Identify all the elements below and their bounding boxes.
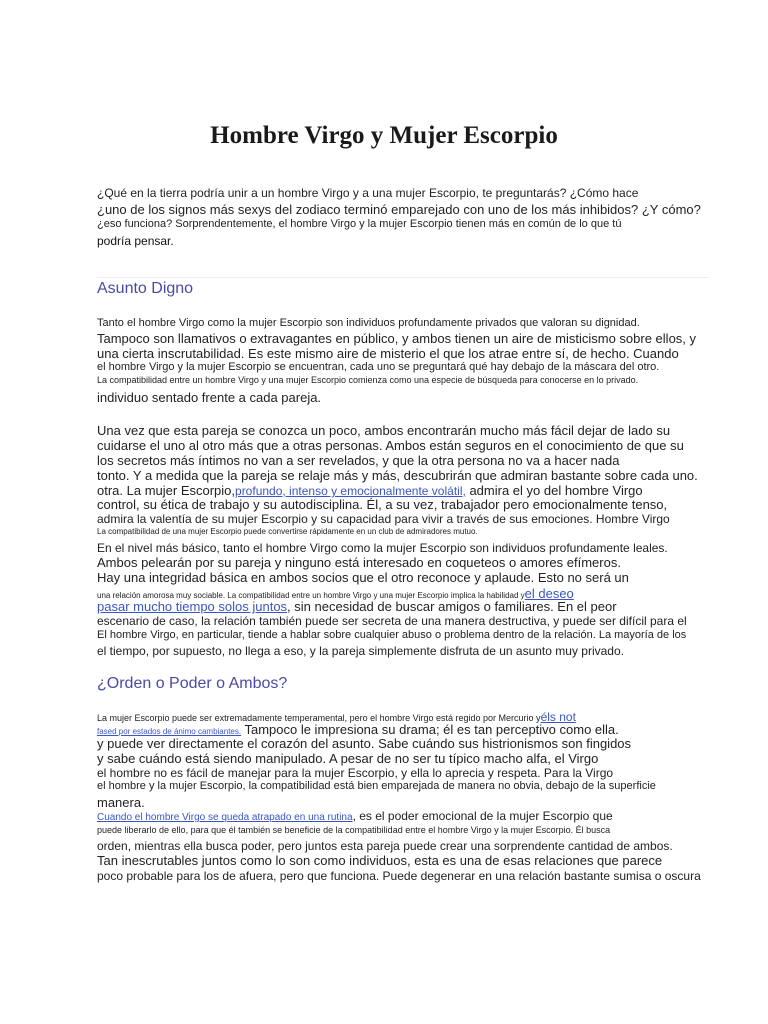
text-line: Tan inescrutables juntos como lo son como individuos, esta es una de esas relaciones que parece: [97, 853, 663, 868]
text-line: ¿eso funciona? Sorprendentemente, el hombre Virgo y la mujer Escorpio tienen más en común de lo que tú: [97, 218, 622, 230]
text-line: tonto. Y a medida que la pareja se relaje más y más, descubrirán que admiran bastante sobre cada uno.: [97, 468, 698, 483]
text-line: orden, mientras ella busca poder, pero juntos esta pareja puede crear una sorprendente cantidad de ambos.: [97, 839, 673, 853]
text-line: Tampoco son llamativos o extravagantes en público, y ambos tienen un aire de misticismo sobre ellos, y: [97, 331, 697, 346]
text-line: y sabe cuándo está siendo manipulado. A pesar de no ser tu típico macho alfa, el Virgo: [97, 751, 599, 766]
link-profundo-intenso[interactable]: profundo, intenso y emocionalmente volátil,: [235, 484, 466, 498]
text-line: ¿uno de los signos más sexys del zodiaco terminó emparejado con uno de los más inhibidos? ¿Y cómo?: [97, 202, 701, 217]
text-line: Hay una integridad básica en ambos socios que el otro reconoce y aplaude. Esto no será un: [97, 570, 629, 585]
text-line: el hombre y la mujer Escorpio, la compatibilidad está bien emparejada de manera no obvia, debajo de la superficie: [97, 780, 656, 792]
text-line: control, su ética de trabajo y su autodisciplina. Él, a su vez, trabajador pero emocionalmente tenso,: [97, 497, 668, 512]
text-line: los secretos más íntimos no van a ser revelados, y que la otra persona no va a hacer nada: [97, 453, 620, 468]
link-els-not[interactable]: éls not: [540, 710, 576, 724]
text-line: La compatibilidad entre un hombre Virgo y una mujer Escorpio comienza como una especie de búsqueda para conocerse en lo privado.: [97, 375, 639, 385]
text-line: admira la valentía de su mujer Escorpio y su capacidad para vivir a través de sus emociones. Hombre Virgo: [97, 512, 670, 526]
text-span: una relación amorosa muy sociable. La compatibilidad entre un hombre Virgo y una mujer Escorpio implica la habilidad y: [97, 591, 525, 600]
text-span: La mujer Escorpio puede ser extremadamente temperamental, pero el hombre Virgo está regido por Mercurio y: [97, 713, 541, 723]
text-span: admira el yo del hombre Virgo: [465, 483, 643, 498]
text-line: [97, 484, 643, 497]
text-span: otra. La mujer Escorpio,: [97, 483, 236, 498]
text-line: individuo sentado frente a cada pareja.: [97, 390, 322, 405]
link-atrapado-rutina[interactable]: Cuando el hombre Virgo se queda atrapado en una rutina: [97, 812, 353, 823]
text-line: el hombre no es fácil de manejar para la mujer Escorpio, y ella lo aprecia y respeta. Para la Virgo: [97, 766, 614, 780]
link-pasar-tiempo-juntos[interactable]: pasar mucho tiempo solos juntos: [97, 599, 288, 614]
text-line: Tanto el hombre Virgo como la mujer Escorpio son individuos profundamente privados que valoran su dignidad.: [97, 317, 640, 329]
link-estados-de-animo[interactable]: fased por estados de ánimo cambiantes.: [97, 727, 242, 736]
text-line: [97, 810, 613, 823]
text-line: Una vez que esta pareja se conozca un poco, ambos encontrarán mucho más fácil dejar de lado su: [97, 423, 671, 438]
text-line: cuidarse el uno al otro más que a otras personas. Ambos están seguros en el conocimiento de que su: [97, 438, 684, 453]
page-title: Hombre Virgo y Mujer Escorpio: [210, 122, 558, 149]
text-line: La compatibilidad de una mujer Escorpio puede convertirse rápidamente en un club de admiradores mutuo.: [97, 527, 478, 536]
text-line: [97, 600, 617, 613]
link-el-deseo[interactable]: el deseo: [524, 586, 574, 601]
text-line: ¿Qué en la tierra podría unir a un hombre Virgo y a una mujer Escorpio, te preguntarás? ¿Cómo hace: [97, 186, 639, 200]
divider: [97, 277, 709, 278]
text-span: Tampoco le impresiona su drama; él es tan perceptivo como ella.: [241, 722, 619, 737]
text-line: puede liberarlo de ello, para que él también se beneficie de la compatibilidad entre el hombre Virgo y la mujer Escorpio. Él busca: [97, 825, 611, 835]
section-heading-orden-poder: ¿Orden o Poder o Ambos?: [97, 675, 288, 692]
text-line: y puede ver directamente el corazón del asunto. Sabe cuándo sus histrionismos son fingidos: [97, 736, 632, 751]
text-line: una cierta inscrutabilidad. Es este mismo aire de misterio el que los atrae entre sí, de hecho. Cuando: [97, 346, 679, 361]
text-line: En el nivel más básico, tanto el hombre Virgo como la mujer Escorpio son individuos profundamente leales.: [97, 541, 668, 555]
text-line: escenario de caso, la relación también puede ser secreta de una manera destructiva, y puede ser difícil para el: [97, 614, 687, 628]
text-line: [97, 723, 619, 736]
text-line: manera.: [97, 795, 145, 810]
text-span: , sin necesidad de buscar amigos o familiares. En el peor: [287, 599, 617, 614]
text-line: el hombre Virgo y la mujer Escorpio se encuentran, cada uno se preguntará qué hay debajo de la máscara del otro.: [97, 361, 660, 373]
text-line: el tiempo, por supuesto, no llega a eso, y la pareja simplemente disfruta de un asunto muy privado.: [97, 644, 624, 658]
text-line: podría pensar.: [97, 234, 174, 248]
text-span: , es el poder emocional de la mujer Escorpio que: [352, 809, 613, 823]
section-heading-asunto-digno: Asunto Digno: [97, 280, 194, 297]
text-line: El hombre Virgo, en particular, tiende a hablar sobre cualquier abuso o problema dentro de la relación. La mayoría de los: [97, 629, 687, 641]
text-line: Ambos pelearán por su pareja y ninguno está interesado en coqueteos o amores efímeros.: [97, 555, 621, 570]
text-line: poco probable para los de afuera, pero que funciona. Puede degenerar en una relación bastante sumisa o oscura: [97, 869, 701, 883]
